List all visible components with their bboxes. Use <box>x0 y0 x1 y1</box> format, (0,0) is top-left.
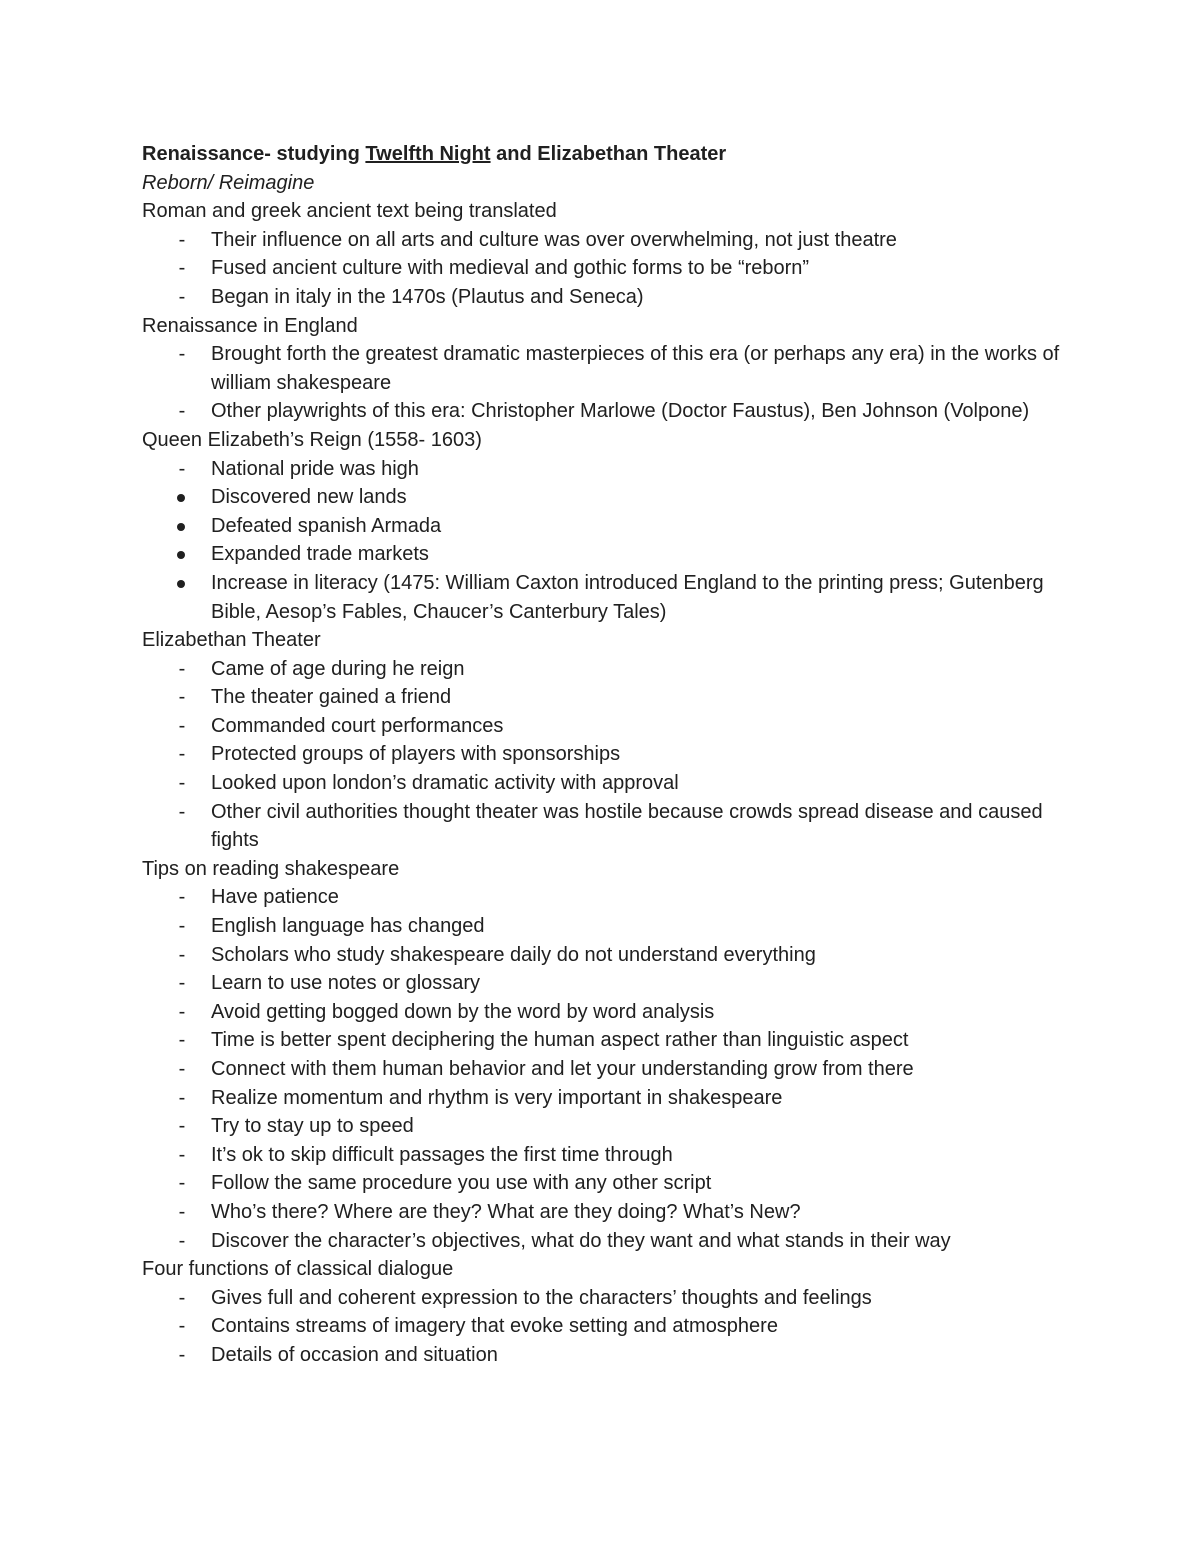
list-item-text: Discovered new lands <box>211 486 407 509</box>
list-item <box>178 712 1062 741</box>
list-item-text: Time is better spent deciphering the human aspect rather than linguistic aspect <box>211 1029 909 1052</box>
section-list <box>142 226 1062 312</box>
dash-icon: - <box>178 686 186 709</box>
list-item <box>178 769 1062 798</box>
list-item-text: Learn to use notes or glossary <box>211 972 481 995</box>
list-item <box>178 1112 1062 1141</box>
list-item <box>178 1227 1062 1256</box>
section <box>142 197 1062 311</box>
section-list <box>142 455 1062 627</box>
dash-icon: - <box>178 1315 186 1338</box>
list-item <box>178 798 1062 855</box>
list-item-text: It’s ok to skip difficult passages the first time through <box>211 1143 673 1166</box>
list-item-text: Protected groups of players with sponsorships <box>211 743 621 766</box>
dash-icon: - <box>178 1200 186 1223</box>
dash-icon: - <box>178 285 186 308</box>
list-item-text: Connect with them human behavior and let your understanding grow from there <box>211 1058 914 1080</box>
list-item <box>178 941 1062 970</box>
list-item-text: Increase in literacy (1475: William Caxton introduced England to the printing press; Gutenberg Bible, Aesop’s Fables, Chaucer’s Canterbury Tales) <box>211 571 1044 623</box>
section-list <box>142 340 1062 426</box>
section-list <box>142 1284 1062 1370</box>
list-item <box>211 540 1062 569</box>
list-item-text: Gives full and coherent expression to the characters’ thoughts and feelings <box>211 1286 872 1309</box>
list-item-text: National pride was high <box>211 457 419 480</box>
list-item <box>178 969 1062 998</box>
list-item <box>178 683 1062 712</box>
list-item <box>178 226 1062 255</box>
list-item-text: Expanded trade markets <box>211 543 429 566</box>
list-item-text: Contains streams of imagery that evoke setting and atmosphere <box>211 1315 778 1338</box>
dash-icon: - <box>178 1172 186 1195</box>
list-item-text: Have patience <box>211 886 339 909</box>
dash-icon: - <box>178 714 186 737</box>
bullet-icon <box>177 494 185 502</box>
list-item <box>178 1169 1062 1198</box>
list-item-text: Follow the same procedure you use with any other script <box>211 1172 712 1195</box>
dash-icon: - <box>178 772 186 795</box>
list-item-text: Realize momentum and rhythm is very important in shakespeare <box>211 1086 783 1109</box>
list-item <box>178 1312 1062 1341</box>
dash-icon: - <box>178 1286 186 1309</box>
document-title <box>142 140 1062 169</box>
list-item <box>178 655 1062 684</box>
list-item-text: Other playwrights of this era: Christopher Marlowe (Doctor Faustus), Ben Johnson (Volpone) <box>211 400 1030 423</box>
title-suffix: and Elizabethan Theater <box>490 143 727 165</box>
section-heading: Queen Elizabeth’s Reign (1558- 1603) <box>142 428 482 451</box>
section-heading: Four functions of classical dialogue <box>142 1258 454 1281</box>
list-item <box>178 998 1062 1027</box>
dash-icon: - <box>178 972 186 995</box>
list-item-text: The theater gained a friend <box>211 686 452 709</box>
dash-icon: - <box>178 228 186 251</box>
section <box>142 1255 1062 1369</box>
dash-icon: - <box>178 1029 186 1052</box>
list-item <box>211 483 1062 512</box>
document-page <box>142 140 1062 1370</box>
dash-icon: - <box>178 943 186 966</box>
list-item <box>178 340 1062 397</box>
list-item <box>178 883 1062 912</box>
list-item <box>211 512 1062 541</box>
dash-icon: - <box>178 1343 186 1366</box>
list-item <box>178 912 1062 941</box>
section-heading: Renaissance in England <box>142 314 358 337</box>
dash-icon: - <box>178 915 186 938</box>
list-item <box>178 1141 1062 1170</box>
dash-icon: - <box>178 1058 186 1080</box>
dash-icon: - <box>178 1115 186 1138</box>
list-item-text: Avoid getting bogged down by the word by word analysis <box>211 1000 715 1023</box>
dash-icon: - <box>178 657 186 680</box>
section-heading: Elizabethan Theater <box>142 629 321 652</box>
list-item <box>178 1341 1062 1370</box>
list-item <box>178 1284 1062 1313</box>
list-item <box>178 397 1062 426</box>
list-item <box>178 1055 1062 1084</box>
list-item-text: Their influence on all arts and culture was over overwhelming, not just theatre <box>211 228 897 251</box>
list-item <box>178 254 1062 283</box>
list-item-text: Scholars who study shakespeare daily do not understand everything <box>211 943 816 966</box>
title-prefix: Renaissance- studying <box>142 143 366 165</box>
dash-icon: - <box>178 1086 186 1109</box>
bullet-icon <box>177 580 185 588</box>
dash-icon: - <box>178 886 186 909</box>
title-underlined-work: Twelfth Night <box>365 143 491 165</box>
dash-icon: - <box>178 1000 186 1023</box>
dash-icon: - <box>178 1143 186 1166</box>
dash-icon: - <box>178 457 186 480</box>
list-item-text: Defeated spanish Armada <box>211 514 442 537</box>
list-item <box>178 1026 1062 1055</box>
dash-icon: - <box>178 743 186 766</box>
list-item-text: Came of age during he reign <box>211 657 465 680</box>
list-item-text: Who’s there? Where are they? What are they doing? What’s New? <box>211 1200 801 1223</box>
dash-icon: - <box>178 400 186 423</box>
section <box>142 312 1062 426</box>
section-heading: Tips on reading shakespeare <box>142 857 400 880</box>
list-item <box>211 569 1062 626</box>
document-subtitle: Reborn/ Reimagine <box>142 171 315 194</box>
bullet-icon <box>177 551 185 559</box>
list-item-text: Commanded court performances <box>211 714 504 737</box>
dash-icon: - <box>178 1229 186 1252</box>
section-list <box>142 883 1062 1255</box>
list-item-text: Other civil authorities thought theater was hostile because crowds spread disease and caused fights <box>211 800 1043 852</box>
list-item <box>178 1084 1062 1113</box>
dash-icon: - <box>178 800 186 823</box>
list-item-text: Looked upon london’s dramatic activity with approval <box>211 772 679 795</box>
list-item <box>178 283 1062 312</box>
list-item-text: Discover the character’s objectives, what do they want and what stands in their way <box>211 1229 951 1252</box>
section <box>142 626 1062 855</box>
section <box>142 426 1062 626</box>
list-item <box>178 740 1062 769</box>
sections-container <box>142 197 1062 1369</box>
section-heading: Roman and greek ancient text being translated <box>142 200 557 223</box>
section <box>142 855 1062 1255</box>
list-item-text: Brought forth the greatest dramatic masterpieces of this era (or perhaps any era) in the works of william shakespeare <box>211 343 1060 394</box>
dash-icon: - <box>178 257 186 280</box>
list-item-text: English language has changed <box>211 915 485 938</box>
list-item-text: Try to stay up to speed <box>211 1115 414 1138</box>
list-item <box>178 455 1062 484</box>
dash-icon: - <box>178 343 186 366</box>
list-item <box>178 1198 1062 1227</box>
bullet-icon <box>177 523 185 531</box>
list-item-text: Began in italy in the 1470s (Plautus and Seneca) <box>211 285 644 308</box>
section-list <box>142 655 1062 855</box>
list-item-text: Fused ancient culture with medieval and gothic forms to be “reborn” <box>211 257 810 280</box>
list-item-text: Details of occasion and situation <box>211 1343 498 1366</box>
